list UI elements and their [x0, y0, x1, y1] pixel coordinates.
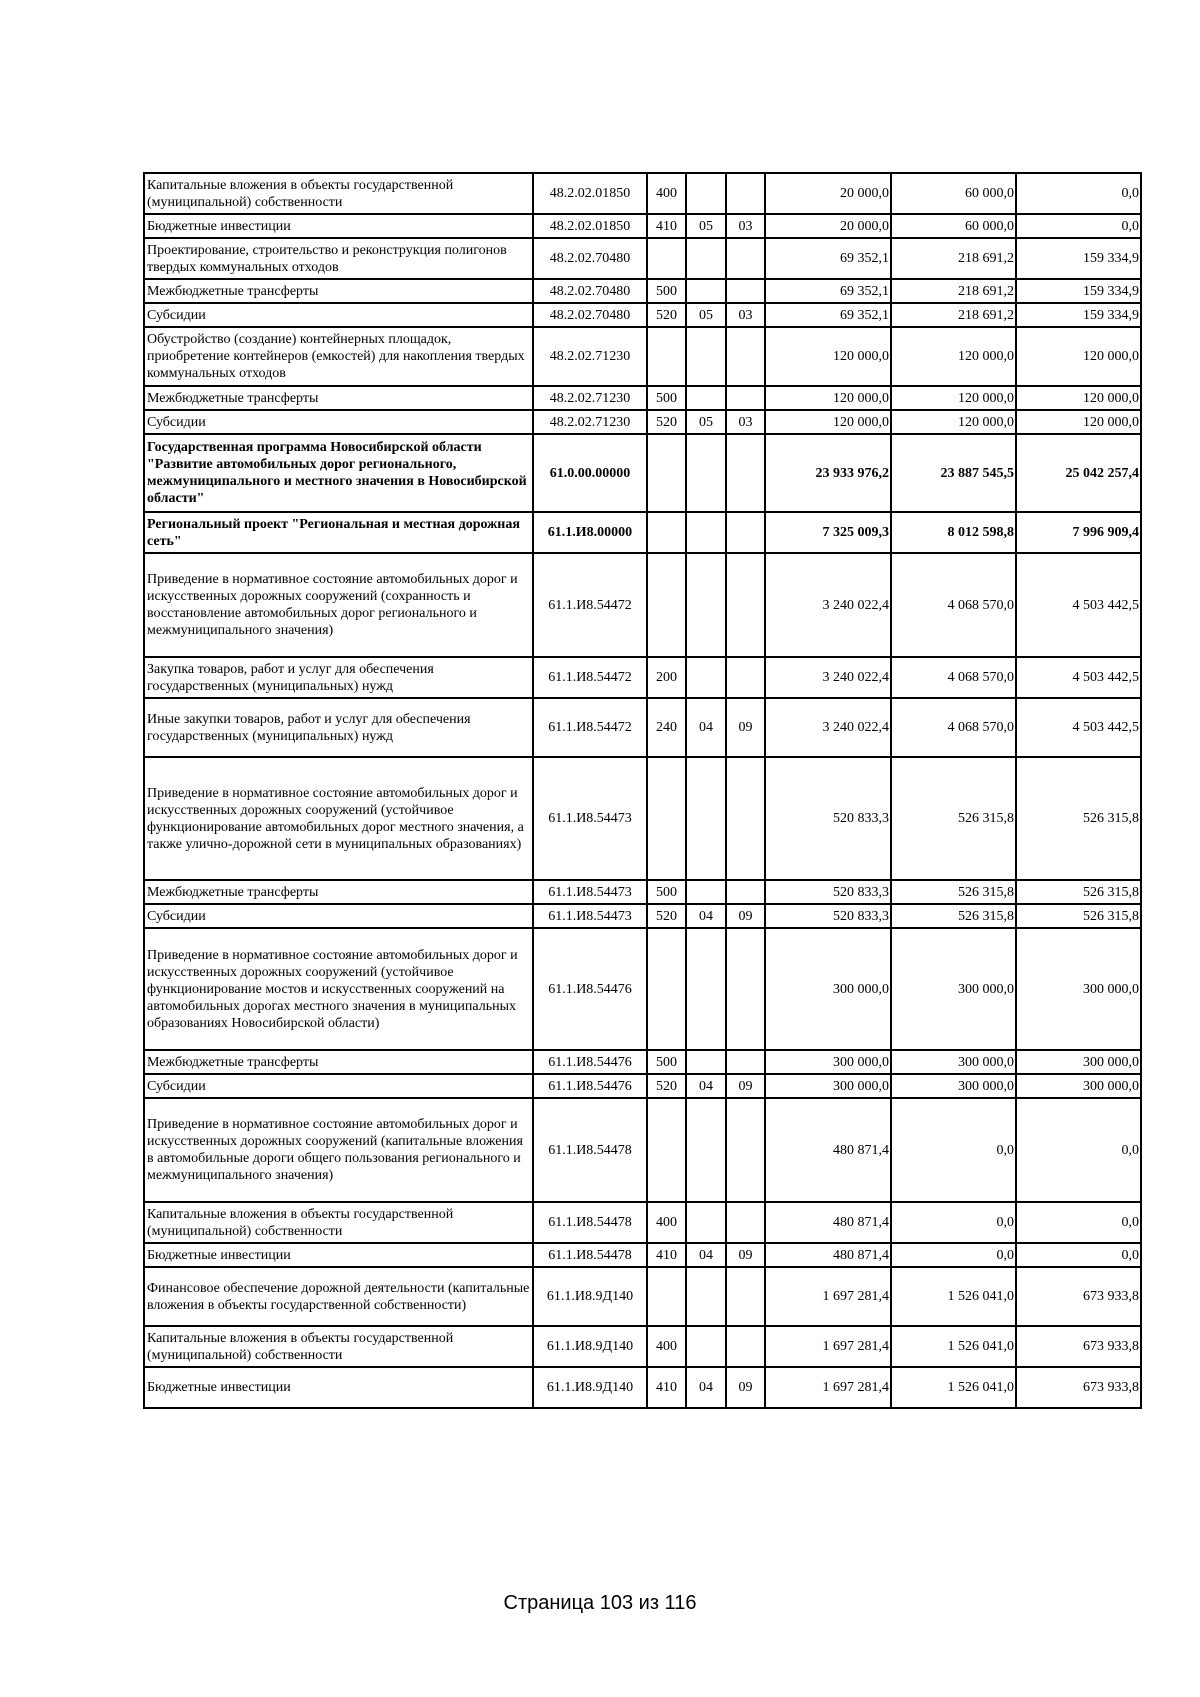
row-section [686, 1202, 726, 1243]
row-expense-type [647, 928, 686, 1050]
row-subsection: 09 [726, 698, 765, 757]
row-name: Приведение в нормативное состояние автомобильных дорог и искусственных дорожных сооружений (устойчивое функционирование автомобильных дорог местного значения, а также улично-дорожной сети в муниципальных образованиях) [144, 757, 533, 880]
row-amount-1: 120 000,0 [765, 386, 891, 410]
row-amount-3: 526 315,8 [1016, 904, 1141, 928]
row-expense-type [647, 1267, 686, 1326]
row-amount-3: 120 000,0 [1016, 386, 1141, 410]
row-amount-1: 3 240 022,4 [765, 553, 891, 657]
table-row [144, 214, 1141, 238]
row-amount-3: 25 042 257,4 [1016, 434, 1141, 512]
row-amount-1: 1 697 281,4 [765, 1367, 891, 1408]
row-section [686, 327, 726, 386]
table-row [144, 880, 1141, 904]
table-row [144, 1243, 1141, 1267]
row-code: 61.0.00.00000 [533, 434, 647, 512]
row-name: Приведение в нормативное состояние автомобильных дорог и искусственных дорожных сооружений (устойчивое функционирование мостов и искусственных сооружений на автомобильных дорогах местного значения в муниципальных образованиях Новосибирской области) [144, 928, 533, 1050]
table-row [144, 657, 1141, 698]
budget-table [143, 172, 1142, 1409]
table-row [144, 1267, 1141, 1326]
row-section [686, 238, 726, 279]
row-subsection [726, 386, 765, 410]
row-amount-2: 300 000,0 [891, 1050, 1016, 1074]
row-subsection: 03 [726, 410, 765, 434]
row-amount-2: 120 000,0 [891, 386, 1016, 410]
row-amount-1: 120 000,0 [765, 327, 891, 386]
row-amount-1: 480 871,4 [765, 1098, 891, 1202]
row-amount-1: 520 833,3 [765, 880, 891, 904]
row-amount-1: 300 000,0 [765, 1050, 891, 1074]
row-amount-2: 4 068 570,0 [891, 553, 1016, 657]
row-name: Закупка товаров, работ и услуг для обеспечения государственных (муниципальных) нужд [144, 657, 533, 698]
row-amount-2: 60 000,0 [891, 214, 1016, 238]
row-amount-1: 20 000,0 [765, 173, 891, 214]
row-code: 48.2.02.71230 [533, 386, 647, 410]
row-code: 61.1.И8.54478 [533, 1202, 647, 1243]
row-section [686, 757, 726, 880]
row-amount-1: 20 000,0 [765, 214, 891, 238]
row-amount-3: 526 315,8 [1016, 757, 1141, 880]
row-name: Бюджетные инвестиции [144, 1367, 533, 1408]
table-row [144, 327, 1141, 386]
row-subsection: 09 [726, 904, 765, 928]
row-amount-1: 300 000,0 [765, 928, 891, 1050]
row-code: 48.2.02.70480 [533, 303, 647, 327]
row-subsection [726, 173, 765, 214]
table-row [144, 386, 1141, 410]
table-row [144, 512, 1141, 553]
row-amount-2: 4 068 570,0 [891, 698, 1016, 757]
row-amount-2: 1 526 041,0 [891, 1267, 1016, 1326]
row-code: 61.1.И8.54473 [533, 904, 647, 928]
row-section [686, 1326, 726, 1367]
row-subsection [726, 327, 765, 386]
row-section [686, 512, 726, 553]
row-amount-1: 300 000,0 [765, 1074, 891, 1098]
row-amount-2: 526 315,8 [891, 757, 1016, 880]
row-code: 61.1.И8.54472 [533, 657, 647, 698]
table-row [144, 1098, 1141, 1202]
row-amount-3: 7 996 909,4 [1016, 512, 1141, 553]
row-amount-1: 69 352,1 [765, 303, 891, 327]
row-expense-type [647, 512, 686, 553]
row-section [686, 434, 726, 512]
table-row [144, 238, 1141, 279]
row-amount-1: 520 833,3 [765, 904, 891, 928]
row-expense-type: 520 [647, 904, 686, 928]
row-expense-type: 500 [647, 1050, 686, 1074]
row-amount-2: 0,0 [891, 1202, 1016, 1243]
row-name: Бюджетные инвестиции [144, 1243, 533, 1267]
row-name: Межбюджетные трансферты [144, 880, 533, 904]
row-section: 04 [686, 904, 726, 928]
table-row [144, 1202, 1141, 1243]
row-amount-3: 0,0 [1016, 1202, 1141, 1243]
row-name: Финансовое обеспечение дорожной деятельности (капитальные вложения в объекты государственной собственности) [144, 1267, 533, 1326]
row-expense-type: 500 [647, 386, 686, 410]
row-expense-type [647, 434, 686, 512]
row-expense-type [647, 757, 686, 880]
row-expense-type [647, 553, 686, 657]
row-code: 61.1.И8.54476 [533, 1074, 647, 1098]
row-expense-type: 400 [647, 1326, 686, 1367]
row-subsection [726, 928, 765, 1050]
row-code: 48.2.02.71230 [533, 327, 647, 386]
row-subsection [726, 757, 765, 880]
table-row [144, 1326, 1141, 1367]
row-code: 61.1.И8.54476 [533, 928, 647, 1050]
row-subsection [726, 553, 765, 657]
row-code: 61.1.И8.9Д140 [533, 1267, 647, 1326]
row-subsection: 09 [726, 1074, 765, 1098]
row-amount-3: 673 933,8 [1016, 1326, 1141, 1367]
row-amount-2: 218 691,2 [891, 279, 1016, 303]
row-subsection [726, 1326, 765, 1367]
table-body [144, 173, 1141, 1408]
row-amount-3: 159 334,9 [1016, 303, 1141, 327]
row-subsection: 09 [726, 1367, 765, 1408]
row-amount-2: 526 315,8 [891, 880, 1016, 904]
row-subsection [726, 1050, 765, 1074]
row-subsection [726, 434, 765, 512]
row-code: 48.2.02.01850 [533, 173, 647, 214]
table-row [144, 928, 1141, 1050]
row-amount-1: 120 000,0 [765, 410, 891, 434]
table-row [144, 904, 1141, 928]
row-section [686, 880, 726, 904]
row-expense-type [647, 1098, 686, 1202]
row-amount-3: 0,0 [1016, 1243, 1141, 1267]
row-amount-2: 4 068 570,0 [891, 657, 1016, 698]
row-name: Межбюджетные трансферты [144, 279, 533, 303]
row-name: Региональный проект "Региональная и местная дорожная сеть" [144, 512, 533, 553]
row-section: 04 [686, 1367, 726, 1408]
row-name: Капитальные вложения в объекты государственной (муниципальной) собственности [144, 173, 533, 214]
row-section: 05 [686, 410, 726, 434]
table-row [144, 1367, 1141, 1408]
row-section [686, 1050, 726, 1074]
row-section [686, 1098, 726, 1202]
row-subsection [726, 238, 765, 279]
row-name: Приведение в нормативное состояние автомобильных дорог и искусственных дорожных сооружений (капитальные вложения в автомобильные дороги общего пользования регионального и межмуниципального значения) [144, 1098, 533, 1202]
row-amount-2: 300 000,0 [891, 928, 1016, 1050]
row-section [686, 173, 726, 214]
row-amount-2: 1 526 041,0 [891, 1367, 1016, 1408]
row-subsection: 03 [726, 303, 765, 327]
row-name: Межбюджетные трансферты [144, 1050, 533, 1074]
row-code: 61.1.И8.9Д140 [533, 1326, 647, 1367]
row-expense-type: 410 [647, 214, 686, 238]
row-amount-1: 1 697 281,4 [765, 1326, 891, 1367]
row-name: Субсидии [144, 410, 533, 434]
row-expense-type: 400 [647, 1202, 686, 1243]
row-code: 61.1.И8.54472 [533, 553, 647, 657]
row-name: Приведение в нормативное состояние автомобильных дорог и искусственных дорожных сооружений (сохранность и восстановление автомобильных дорог регионального и межмуниципального значения) [144, 553, 533, 657]
row-code: 61.1.И8.54472 [533, 698, 647, 757]
row-name: Капитальные вложения в объекты государственной (муниципальной) собственности [144, 1326, 533, 1367]
row-expense-type: 500 [647, 880, 686, 904]
row-amount-3: 300 000,0 [1016, 1050, 1141, 1074]
row-amount-3: 120 000,0 [1016, 410, 1141, 434]
row-code: 48.2.02.70480 [533, 279, 647, 303]
row-amount-2: 218 691,2 [891, 303, 1016, 327]
row-section: 04 [686, 698, 726, 757]
table-row [144, 434, 1141, 512]
row-code: 48.2.02.01850 [533, 214, 647, 238]
row-section [686, 657, 726, 698]
row-amount-1: 480 871,4 [765, 1243, 891, 1267]
row-section: 05 [686, 214, 726, 238]
row-section [686, 386, 726, 410]
row-code: 61.1.И8.54476 [533, 1050, 647, 1074]
row-subsection [726, 657, 765, 698]
row-amount-1: 520 833,3 [765, 757, 891, 880]
row-section [686, 928, 726, 1050]
row-expense-type: 520 [647, 303, 686, 327]
row-expense-type: 240 [647, 698, 686, 757]
row-subsection: 09 [726, 1243, 765, 1267]
row-amount-3: 120 000,0 [1016, 327, 1141, 386]
row-code: 61.1.И8.54473 [533, 880, 647, 904]
row-code: 61.1.И8.54473 [533, 757, 647, 880]
row-code: 61.1.И8.54478 [533, 1243, 647, 1267]
row-amount-1: 3 240 022,4 [765, 657, 891, 698]
row-amount-1: 480 871,4 [765, 1202, 891, 1243]
row-subsection [726, 279, 765, 303]
row-code: 61.1.И8.00000 [533, 512, 647, 553]
row-code: 48.2.02.71230 [533, 410, 647, 434]
row-expense-type: 520 [647, 410, 686, 434]
row-amount-3: 526 315,8 [1016, 880, 1141, 904]
row-name: Межбюджетные трансферты [144, 386, 533, 410]
row-subsection [726, 1202, 765, 1243]
row-name: Проектирование, строительство и реконструкция полигонов твердых коммунальных отходов [144, 238, 533, 279]
row-amount-1: 69 352,1 [765, 279, 891, 303]
row-amount-2: 0,0 [891, 1243, 1016, 1267]
row-amount-3: 4 503 442,5 [1016, 553, 1141, 657]
row-amount-2: 218 691,2 [891, 238, 1016, 279]
row-amount-3: 4 503 442,5 [1016, 657, 1141, 698]
row-amount-2: 300 000,0 [891, 1074, 1016, 1098]
row-amount-3: 673 933,8 [1016, 1267, 1141, 1326]
row-code: 61.1.И8.54478 [533, 1098, 647, 1202]
row-amount-1: 1 697 281,4 [765, 1267, 891, 1326]
row-code: 48.2.02.70480 [533, 238, 647, 279]
row-expense-type [647, 238, 686, 279]
row-expense-type: 410 [647, 1243, 686, 1267]
row-amount-3: 0,0 [1016, 173, 1141, 214]
row-section [686, 279, 726, 303]
row-amount-3: 0,0 [1016, 214, 1141, 238]
row-amount-3: 0,0 [1016, 1098, 1141, 1202]
row-amount-3: 300 000,0 [1016, 1074, 1141, 1098]
page-number: Страница 103 из 116 [503, 1592, 697, 1614]
row-subsection [726, 512, 765, 553]
table-row [144, 757, 1141, 880]
row-section: 04 [686, 1074, 726, 1098]
row-expense-type: 520 [647, 1074, 686, 1098]
row-amount-2: 8 012 598,8 [891, 512, 1016, 553]
row-name: Субсидии [144, 1074, 533, 1098]
row-name: Субсидии [144, 303, 533, 327]
row-amount-3: 673 933,8 [1016, 1367, 1141, 1408]
table-row [144, 303, 1141, 327]
budget-table-container [143, 172, 1140, 1409]
row-expense-type: 400 [647, 173, 686, 214]
row-section: 04 [686, 1243, 726, 1267]
row-amount-3: 4 503 442,5 [1016, 698, 1141, 757]
row-subsection [726, 880, 765, 904]
table-row [144, 1050, 1141, 1074]
row-section [686, 553, 726, 657]
row-expense-type: 200 [647, 657, 686, 698]
row-section: 05 [686, 303, 726, 327]
row-section [686, 1267, 726, 1326]
row-amount-2: 120 000,0 [891, 327, 1016, 386]
row-code: 61.1.И8.9Д140 [533, 1367, 647, 1408]
row-amount-1: 23 933 976,2 [765, 434, 891, 512]
row-amount-2: 1 526 041,0 [891, 1326, 1016, 1367]
row-amount-2: 526 315,8 [891, 904, 1016, 928]
table-row [144, 553, 1141, 657]
row-amount-1: 7 325 009,3 [765, 512, 891, 553]
row-name: Капитальные вложения в объекты государственной (муниципальной) собственности [144, 1202, 533, 1243]
row-amount-2: 23 887 545,5 [891, 434, 1016, 512]
table-row [144, 1074, 1141, 1098]
row-name: Иные закупки товаров, работ и услуг для обеспечения государственных (муниципальных) нужд [144, 698, 533, 757]
table-row [144, 698, 1141, 757]
row-amount-1: 69 352,1 [765, 238, 891, 279]
row-subsection [726, 1267, 765, 1326]
row-expense-type [647, 327, 686, 386]
row-subsection [726, 1098, 765, 1202]
row-amount-2: 60 000,0 [891, 173, 1016, 214]
row-name: Бюджетные инвестиции [144, 214, 533, 238]
row-subsection: 03 [726, 214, 765, 238]
row-amount-2: 0,0 [891, 1098, 1016, 1202]
row-amount-3: 300 000,0 [1016, 928, 1141, 1050]
row-name: Обустройство (создание) контейнерных площадок, приобретение контейнеров (емкостей) для накопления твердых коммунальных отходов [144, 327, 533, 386]
row-expense-type: 500 [647, 279, 686, 303]
row-amount-3: 159 334,9 [1016, 238, 1141, 279]
row-amount-2: 120 000,0 [891, 410, 1016, 434]
row-amount-3: 159 334,9 [1016, 279, 1141, 303]
table-row [144, 410, 1141, 434]
row-expense-type: 410 [647, 1367, 686, 1408]
table-row [144, 279, 1141, 303]
row-name: Субсидии [144, 904, 533, 928]
row-name: Государственная программа Новосибирской области "Развитие автомобильных дорог регионального, межмуниципального и местного значения в Новосибирской области" [144, 434, 533, 512]
table-row [144, 173, 1141, 214]
row-amount-1: 3 240 022,4 [765, 698, 891, 757]
